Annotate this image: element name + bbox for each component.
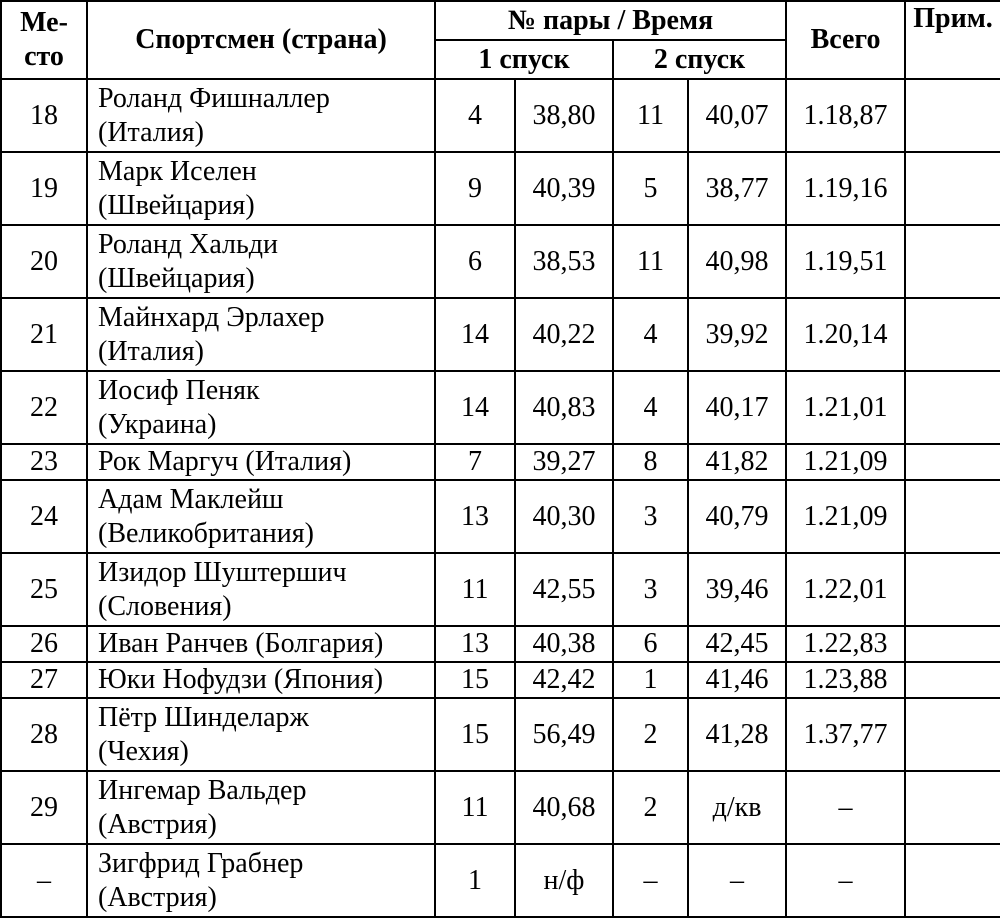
cell-time-run1: 42,55 bbox=[515, 553, 613, 626]
cell-athlete: Зигфрид Грабнер (Австрия) bbox=[87, 844, 435, 917]
cell-pair-run1: 15 bbox=[435, 662, 515, 698]
cell-place: 21 bbox=[1, 298, 87, 371]
cell-time-run2: 39,92 bbox=[688, 298, 786, 371]
cell-place: 28 bbox=[1, 698, 87, 771]
cell-pair-run1: 6 bbox=[435, 225, 515, 298]
cell-total: 1.21,01 bbox=[786, 371, 905, 444]
cell-time-run2: 42,45 bbox=[688, 626, 786, 662]
cell-note bbox=[905, 152, 1000, 225]
cell-pair-run2: 6 bbox=[613, 626, 688, 662]
cell-pair-run2: – bbox=[613, 844, 688, 917]
cell-time-run1: 40,38 bbox=[515, 626, 613, 662]
cell-total: 1.23,88 bbox=[786, 662, 905, 698]
header-note: Прим. bbox=[905, 1, 1000, 79]
cell-place: 27 bbox=[1, 662, 87, 698]
cell-time-run2: 40,17 bbox=[688, 371, 786, 444]
cell-note bbox=[905, 844, 1000, 917]
cell-total: 1.18,87 bbox=[786, 79, 905, 152]
table-row bbox=[1, 698, 1000, 771]
cell-time-run2: 41,82 bbox=[688, 444, 786, 480]
header-row-top bbox=[1, 1, 1000, 40]
cell-pair-run2: 2 bbox=[613, 771, 688, 844]
table-row bbox=[1, 480, 1000, 553]
cell-place: 29 bbox=[1, 771, 87, 844]
cell-note bbox=[905, 371, 1000, 444]
cell-time-run2: 40,79 bbox=[688, 480, 786, 553]
header-total: Всего bbox=[786, 1, 905, 79]
cell-total: 1.20,14 bbox=[786, 298, 905, 371]
cell-note bbox=[905, 298, 1000, 371]
table-row bbox=[1, 626, 1000, 662]
cell-time-run1: 42,42 bbox=[515, 662, 613, 698]
results-body bbox=[1, 79, 1000, 917]
cell-time-run2: д/кв bbox=[688, 771, 786, 844]
cell-pair-run1: 11 bbox=[435, 771, 515, 844]
cell-pair-run2: 2 bbox=[613, 698, 688, 771]
table-row bbox=[1, 298, 1000, 371]
cell-athlete: Ингемар Вальдер (Австрия) bbox=[87, 771, 435, 844]
cell-pair-run2: 4 bbox=[613, 298, 688, 371]
cell-pair-run1: 1 bbox=[435, 844, 515, 917]
cell-athlete: Марк Иселен (Швейцария) bbox=[87, 152, 435, 225]
cell-time-run2: 38,77 bbox=[688, 152, 786, 225]
cell-pair-run2: 5 bbox=[613, 152, 688, 225]
cell-pair-run2: 3 bbox=[613, 480, 688, 553]
cell-note bbox=[905, 480, 1000, 553]
cell-pair-run1: 4 bbox=[435, 79, 515, 152]
cell-note bbox=[905, 771, 1000, 844]
cell-athlete: Адам Маклейш (Великобритания) bbox=[87, 480, 435, 553]
table-row bbox=[1, 444, 1000, 480]
cell-athlete: Изидор Шуштершич (Словения) bbox=[87, 553, 435, 626]
header-pair-time: № пары / Время bbox=[435, 1, 786, 40]
header-run2: 2 спуск bbox=[613, 40, 786, 79]
cell-time-run1: 56,49 bbox=[515, 698, 613, 771]
cell-time-run2: 41,46 bbox=[688, 662, 786, 698]
table-row bbox=[1, 225, 1000, 298]
cell-total: 1.21,09 bbox=[786, 480, 905, 553]
cell-athlete: Иосиф Пеняк (Украина) bbox=[87, 371, 435, 444]
cell-time-run2: 40,98 bbox=[688, 225, 786, 298]
cell-total: 1.19,51 bbox=[786, 225, 905, 298]
header-run1: 1 спуск bbox=[435, 40, 613, 79]
cell-athlete: Роланд Фишналлер (Италия) bbox=[87, 79, 435, 152]
cell-time-run2: 40,07 bbox=[688, 79, 786, 152]
cell-time-run2: – bbox=[688, 844, 786, 917]
cell-pair-run2: 8 bbox=[613, 444, 688, 480]
table-row bbox=[1, 553, 1000, 626]
header-place: Ме- сто bbox=[1, 1, 87, 79]
header-athlete: Спортсмен (страна) bbox=[87, 1, 435, 79]
table-row bbox=[1, 771, 1000, 844]
cell-pair-run1: 13 bbox=[435, 480, 515, 553]
cell-time-run1: 40,22 bbox=[515, 298, 613, 371]
cell-place: 25 bbox=[1, 553, 87, 626]
cell-pair-run2: 3 bbox=[613, 553, 688, 626]
cell-pair-run1: 7 bbox=[435, 444, 515, 480]
cell-pair-run1: 14 bbox=[435, 371, 515, 444]
cell-athlete: Майнхард Эрлахер (Италия) bbox=[87, 298, 435, 371]
cell-pair-run1: 14 bbox=[435, 298, 515, 371]
cell-note bbox=[905, 698, 1000, 771]
cell-time-run1: н/ф bbox=[515, 844, 613, 917]
cell-pair-run1: 15 bbox=[435, 698, 515, 771]
cell-time-run2: 39,46 bbox=[688, 553, 786, 626]
cell-pair-run2: 4 bbox=[613, 371, 688, 444]
cell-note bbox=[905, 553, 1000, 626]
cell-time-run1: 40,68 bbox=[515, 771, 613, 844]
cell-total: 1.37,77 bbox=[786, 698, 905, 771]
cell-time-run1: 40,83 bbox=[515, 371, 613, 444]
cell-athlete: Роланд Хальди (Швейцария) bbox=[87, 225, 435, 298]
cell-note bbox=[905, 225, 1000, 298]
cell-pair-run2: 11 bbox=[613, 79, 688, 152]
cell-place: 23 bbox=[1, 444, 87, 480]
cell-time-run1: 38,53 bbox=[515, 225, 613, 298]
cell-place: – bbox=[1, 844, 87, 917]
cell-total: 1.19,16 bbox=[786, 152, 905, 225]
cell-total: 1.22,01 bbox=[786, 553, 905, 626]
cell-pair-run1: 11 bbox=[435, 553, 515, 626]
cell-place: 19 bbox=[1, 152, 87, 225]
cell-athlete: Рок Маргуч (Италия) bbox=[87, 444, 435, 480]
cell-place: 20 bbox=[1, 225, 87, 298]
cell-place: 26 bbox=[1, 626, 87, 662]
cell-athlete: Пётр Шинделарж (Чехия) bbox=[87, 698, 435, 771]
cell-place: 24 bbox=[1, 480, 87, 553]
cell-time-run1: 40,30 bbox=[515, 480, 613, 553]
cell-pair-run1: 9 bbox=[435, 152, 515, 225]
table-row bbox=[1, 844, 1000, 917]
cell-place: 22 bbox=[1, 371, 87, 444]
cell-time-run1: 38,80 bbox=[515, 79, 613, 152]
cell-total: 1.22,83 bbox=[786, 626, 905, 662]
table-row bbox=[1, 662, 1000, 698]
cell-note bbox=[905, 662, 1000, 698]
cell-athlete: Юки Нофудзи (Япония) bbox=[87, 662, 435, 698]
cell-time-run1: 39,27 bbox=[515, 444, 613, 480]
table-row bbox=[1, 79, 1000, 152]
cell-place: 18 bbox=[1, 79, 87, 152]
cell-time-run1: 40,39 bbox=[515, 152, 613, 225]
cell-pair-run1: 13 bbox=[435, 626, 515, 662]
cell-note bbox=[905, 444, 1000, 480]
cell-athlete: Иван Ранчев (Болгария) bbox=[87, 626, 435, 662]
cell-time-run2: 41,28 bbox=[688, 698, 786, 771]
cell-total: 1.21,09 bbox=[786, 444, 905, 480]
table-row bbox=[1, 152, 1000, 225]
cell-total: – bbox=[786, 844, 905, 917]
cell-note bbox=[905, 79, 1000, 152]
cell-total: – bbox=[786, 771, 905, 844]
cell-pair-run2: 1 bbox=[613, 662, 688, 698]
table-row bbox=[1, 371, 1000, 444]
cell-pair-run2: 11 bbox=[613, 225, 688, 298]
cell-note bbox=[905, 626, 1000, 662]
